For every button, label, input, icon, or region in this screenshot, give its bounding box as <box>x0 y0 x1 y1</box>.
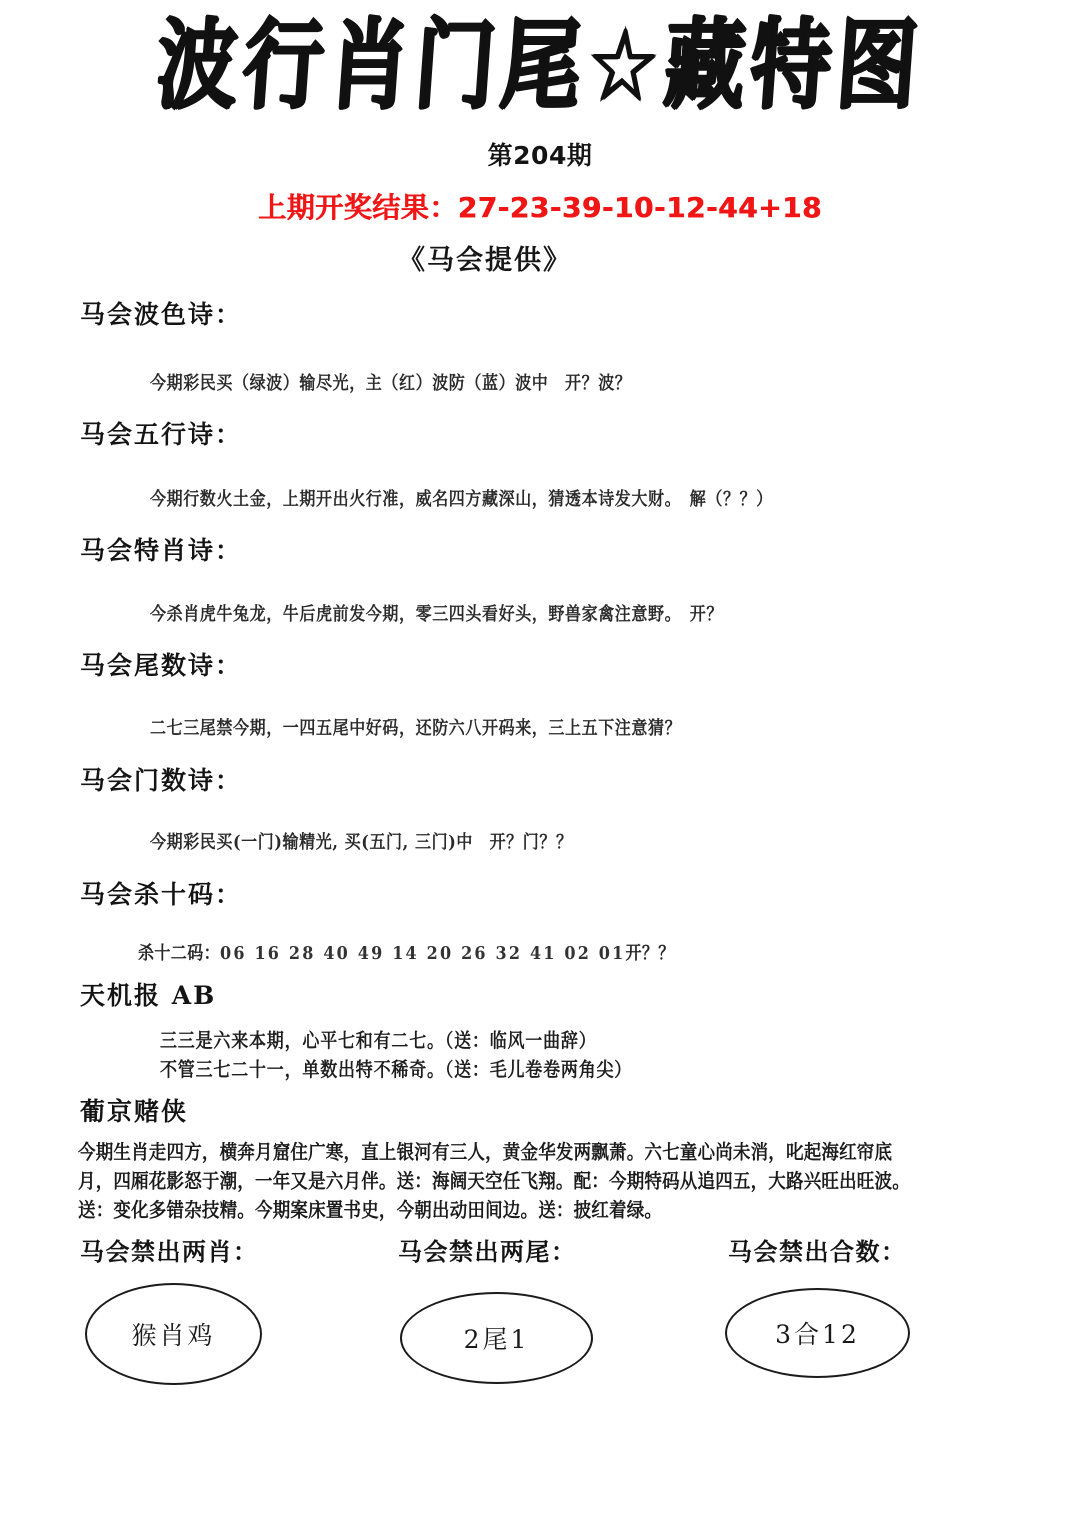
section-label-bose: 马会波色诗： <box>80 300 243 329</box>
pujing-line-1: 今期生肖走四方，横奔月窟住广寒，直上银河有三人，黄金华发两飘萧。六七童心尚未消，叱起海红帘底 <box>78 1142 893 1165</box>
section-poem-bose: 今期彩民买（绿波）输尽光，主（红）波防（蓝）波中 开？波？ <box>150 371 632 394</box>
section-label-weishu: 马会尾数诗： <box>80 651 243 680</box>
pujing-line-2: 月，四厢花影怒于潮，一年又是六月伴。送：海阔天空任飞翔。配：今期特码从追四五，大路兴旺出旺波。 <box>78 1171 910 1194</box>
forbidden-block-tail <box>398 1232 577 1267</box>
previous-draw-label: 上期开奖结果： <box>258 191 458 224</box>
forbidden-block-zodiac <box>80 1232 259 1267</box>
forbidden-title-sum: 马会禁出合数： <box>728 1237 907 1266</box>
forbidden-value-zodiac: 猴肖鸡 <box>85 1283 262 1385</box>
section-label-wuxing: 马会五行诗： <box>80 420 243 449</box>
previous-draw-numbers: 27-23-39-10-12-44+18 <box>457 191 822 224</box>
pujing-line-3: 送：变化多错杂技精。今期案床置书史，今朝出动田间边。送：披红着绿。 <box>78 1200 663 1223</box>
section-poem-weishu: 二七三尾禁今期，一四五尾中好码，还防六八开码来，三上五下注意猜？ <box>150 716 682 739</box>
kill-codes-suffix: 开？？ <box>625 941 675 964</box>
section-poem-texiao: 今杀肖虎牛兔龙，牛后虎前发今期，零三四头看好头，野兽家禽注意野。 开？ <box>150 602 724 625</box>
poster-title <box>0 8 1080 123</box>
kill-codes-numbers: 06 16 28 40 49 14 20 26 32 41 02 01 <box>220 941 626 964</box>
section-label-texiao: 马会特肖诗： <box>80 536 243 565</box>
section-label-menshu: 马会门数诗： <box>80 766 243 795</box>
tianjibao-heading: 天机报 AB <box>80 981 217 1010</box>
tianjibao-line-1: 三三是六来本期，心平七和有二七。（送：临风一曲辞） <box>160 1030 597 1053</box>
section-poem-menshu: 今期彩民买(一门)输精光, 买(五门, 三门)中 开？门？？ <box>150 830 573 853</box>
poster-title-text: 波行肖门尾☆藏特图 <box>153 8 927 123</box>
forbidden-block-sum <box>728 1232 907 1267</box>
pujing-heading: 葡京赌侠 <box>80 1097 189 1126</box>
tianjibao-line-2: 不管三七二十一，单数出特不稀奇。（送：毛儿卷卷两角尖） <box>160 1059 633 1082</box>
previous-draw-result <box>0 186 1080 226</box>
forbidden-title-tail: 马会禁出两尾： <box>398 1237 577 1266</box>
kill-codes-row <box>138 939 675 965</box>
forbidden-value-sum: 3合12 <box>725 1288 910 1378</box>
kill-codes-label: 杀十二码： <box>138 941 221 964</box>
forbidden-title-zodiac: 马会禁出两肖： <box>80 1237 259 1266</box>
provider-heading: 《马会提供》 <box>398 245 572 276</box>
section-poem-wuxing: 今期行数火土金，上期开出火行准，威名四方藏深山，猜透本诗发大财。 解（？？） <box>150 487 773 510</box>
section-label-shashima: 马会杀十码： <box>80 880 243 909</box>
issue-number: 第204期 <box>487 141 593 170</box>
forbidden-value-tail: 2尾1 <box>400 1292 593 1384</box>
